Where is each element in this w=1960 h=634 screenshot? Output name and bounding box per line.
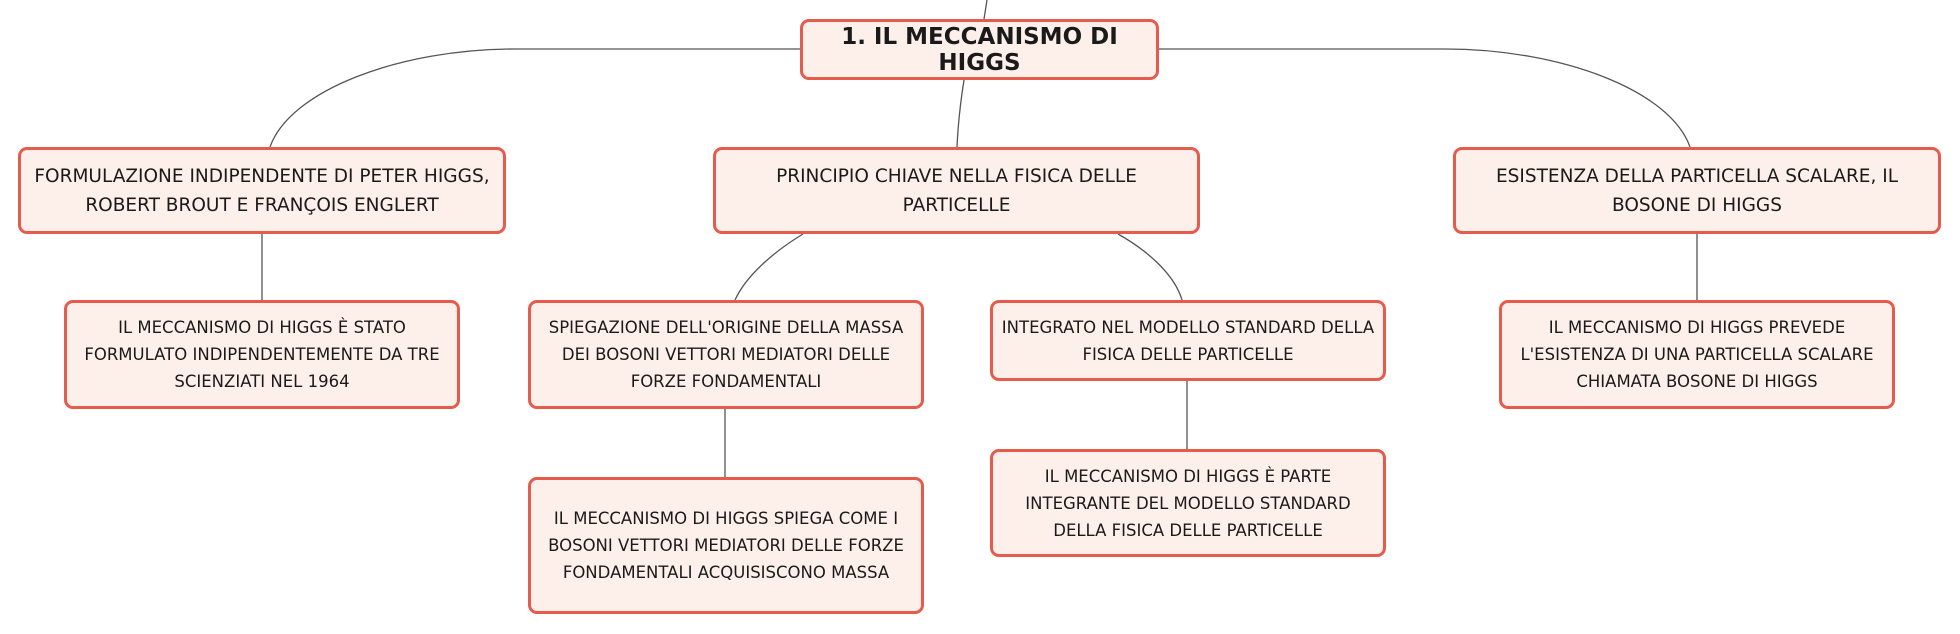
node-spiegazione-massa-label: SPIEGAZIONE DELL'ORIGINE DELLA MASSA DEI BOSONI VETTORI MEDIATORI DELLE FORZE FONDAMENTALI: [548, 318, 904, 391]
node-parte-integrante[interactable]: [990, 449, 1386, 557]
node-principio-chiave[interactable]: [713, 147, 1200, 234]
connector-root-to-formulazione: [270, 49, 800, 147]
node-spiegazione-massa[interactable]: [528, 300, 924, 409]
node-acquisiscono-massa-label: IL MECCANISMO DI HIGGS SPIEGA COME I BOSONI VETTORI MEDIATORI DELLE FORZE FONDAMENTALI ACQUISISCONO MASSA: [548, 509, 904, 582]
connector-root-to-principio: [957, 80, 964, 147]
node-prevede-bosone-label: IL MECCANISMO DI HIGGS PREVEDE L'ESISTENZA DI UNA PARTICELLA SCALARE CHIAMATA BOSONE DI HIGGS: [1520, 318, 1874, 391]
node-formulazione-indipendente-label: FORMULAZIONE INDIPENDENTE DI PETER HIGGS, ROBERT BROUT E FRANÇOIS ENGLERT: [34, 165, 490, 216]
root-node[interactable]: [800, 19, 1159, 80]
node-formulazione-indipendente[interactable]: [18, 147, 506, 234]
node-esistenza-particella-label: ESISTENZA DELLA PARTICELLA SCALARE, IL BOSONE DI HIGGS: [1495, 165, 1899, 216]
connector-principio-to-integrato: [1118, 234, 1182, 300]
connector-principio-to-spiegazione: [735, 234, 803, 300]
node-formulato-1964-label: IL MECCANISMO DI HIGGS È STATO FORMULATO INDIPENDENTEMENTE DA TRE SCIENZIATI NEL 1964: [84, 318, 440, 391]
connector-root-to-esistenza: [1159, 49, 1690, 147]
node-esistenza-particella[interactable]: [1453, 147, 1941, 234]
node-integrato-modello[interactable]: [990, 300, 1386, 381]
node-principio-chiave-label: PRINCIPIO CHIAVE NELLA FISICA DELLE PARTICELLE: [776, 165, 1137, 216]
connector-top-stub: [984, 0, 987, 19]
node-acquisiscono-massa[interactable]: [528, 477, 924, 614]
node-prevede-bosone[interactable]: [1499, 300, 1895, 409]
node-integrato-modello-label: INTEGRATO NEL MODELLO STANDARD DELLA FISICA DELLE PARTICELLE: [1001, 317, 1375, 364]
node-parte-integrante-label: IL MECCANISMO DI HIGGS È PARTE INTEGRANTE DEL MODELLO STANDARD DELLA FISICA DELLE PARTICELLE: [1025, 466, 1351, 540]
root-node-label: 1. IL MECCANISMO DI HIGGS: [841, 23, 1118, 76]
node-formulato-1964[interactable]: [64, 300, 460, 409]
